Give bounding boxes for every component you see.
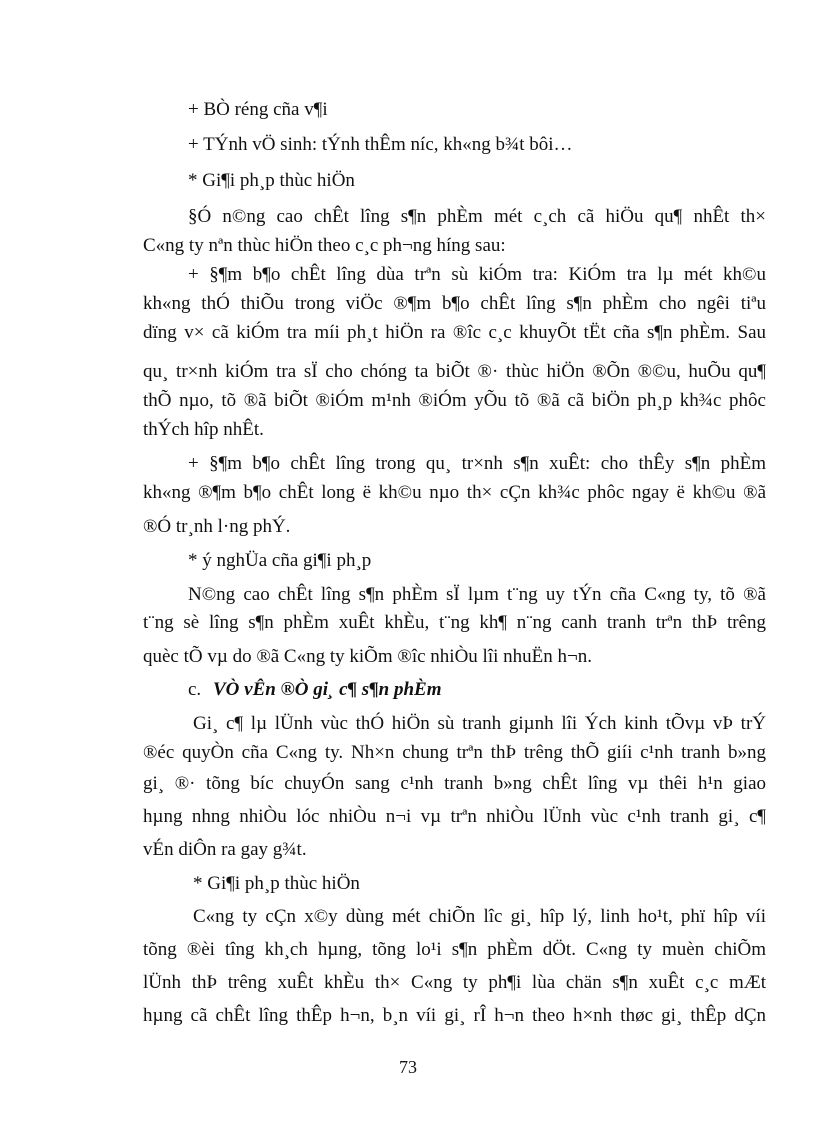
- paragraph-line: ®éc quyÒn cña C«ng ty. Nh×n chung trªn thÞ trêng thÕ giíi c¹nh tranh b»ng: [143, 742, 766, 763]
- section-heading: VÒ vÊn ®Ò gi¸ c¶ s¶n phÈm: [213, 679, 442, 700]
- section-label: c.: [188, 679, 202, 700]
- paragraph-line: hµng nhng nhiÒu lóc nhiÒu n¬i vµ trªn nhiÒu lÜnh vùc c¹nh tranh gi¸ c¶: [143, 806, 766, 827]
- paragraph-line: N©ng cao chÊt lîng s¶n phÈm sÏ lµm t¨ng uy tÝn cña C«ng ty, tõ ®ã: [188, 584, 766, 605]
- paragraph-line: thÝch hîp nhÊt.: [143, 419, 264, 440]
- paragraph-line: quèc tÕ vµ do ®ã C«ng ty kiÕm ®îc nhiÒu lîi nhuËn h¬n.: [143, 646, 592, 667]
- paragraph-line: lÜnh thÞ trêng xuÊt khÈu th× C«ng ty ph¶i lùa chän s¶n xuÊt c¸c mÆt: [143, 972, 766, 993]
- paragraph-line: thÕ nµo, tõ ®ã biÕt ®iÓm m¹nh ®iÓm yÕu tõ ®ã cã biÖn ph¸p kh¾c phôc: [143, 390, 766, 411]
- section-subheading: * ý nghÜa cña gi¶i ph¸p: [188, 550, 372, 571]
- page-number: 73: [399, 1057, 417, 1077]
- paragraph-line: vÉn diÔn ra gay g¾t.: [143, 839, 307, 860]
- paragraph-line: t¨ng sè lîng s¶n phÈm xuÊt khÈu, t¨ng kh¶ n¨ng canh tranh trªn thÞ trêng: [143, 612, 766, 633]
- paragraph-line: tõng ®èi tîng kh¸ch hµng, tõng lo¹i s¶n phÈm dÖt. C«ng ty muèn chiÕm: [143, 939, 766, 960]
- paragraph-line: hµng cã chÊt lîng thÊp h¬n, b¸n víi gi¸ rÎ h¬n theo h×nh thøc gi¸ thÊp dÇn: [143, 1005, 766, 1026]
- body-text-line: + TÝnh vÖ sinh: tÝnh thÊm níc, kh«ng b¾t bôi…: [188, 134, 573, 155]
- paragraph-line: C«ng ty nªn thùc hiÖn theo c¸c ph¬ng híng sau:: [143, 235, 506, 256]
- paragraph-line: kh«ng ®¶m b¶o chÊt long ë kh©u nµo th× cÇn kh¾c phôc ngay ë kh©u ®ã: [143, 482, 766, 503]
- paragraph-line: gi¸ ®· tõng bíc chuyÓn sang c¹nh tranh b»ng chÊt lîng vµ thêi h¹n giao: [143, 773, 766, 794]
- paragraph-line: dïng v× cã kiÓm tra míi ph¸t hiÖn ra ®îc c¸c khuyÕt tËt cña s¶n phÈm. Sau: [143, 322, 766, 343]
- paragraph-line: qu¸ tr×nh kiÓm tra sÏ cho chóng ta biÕt ®· thùc hiÖn ®Õn ®©u, huÕu qu¶: [143, 361, 766, 382]
- paragraph-line: kh«ng thÓ thiÕu trong viÖc ®¶m b¶o chÊt lîng s¶n phÈm cho ngêi tiªu: [143, 293, 766, 314]
- paragraph-line: Gi¸ c¶ lµ lÜnh vùc thÓ hiÖn sù tranh giµnh lîi Ých kinh tÕvµ vÞ trÝ: [193, 713, 766, 734]
- section-subheading: * Gi¶i ph¸p thùc hiÖn: [193, 873, 360, 894]
- section-subheading: * Gi¶i ph¸p thùc hiÖn: [188, 170, 355, 191]
- paragraph-line: + §¶m b¶o chÊt lîng trong qu¸ tr×nh s¶n xuÊt: cho thÊy s¶n phÈm: [188, 453, 766, 474]
- paragraph-line: §Ó n©ng cao chÊt lîng s¶n phÈm mét c¸ch cã hiÖu qu¶ nhÊt th×: [188, 206, 766, 227]
- paragraph-line: + §¶m b¶o chÊt lîng dùa trªn sù kiÓm tra: KiÓm tra lµ mét kh©u: [188, 264, 766, 285]
- body-text-line: + BÒ réng cña v¶i: [188, 99, 328, 120]
- paragraph-line: C«ng ty cÇn x©y dùng mét chiÕn lîc gi¸ hîp lý, linh ho¹t, phï hîp víi: [193, 906, 766, 927]
- paragraph-line: ®Ó tr¸nh l·ng phÝ.: [143, 516, 291, 537]
